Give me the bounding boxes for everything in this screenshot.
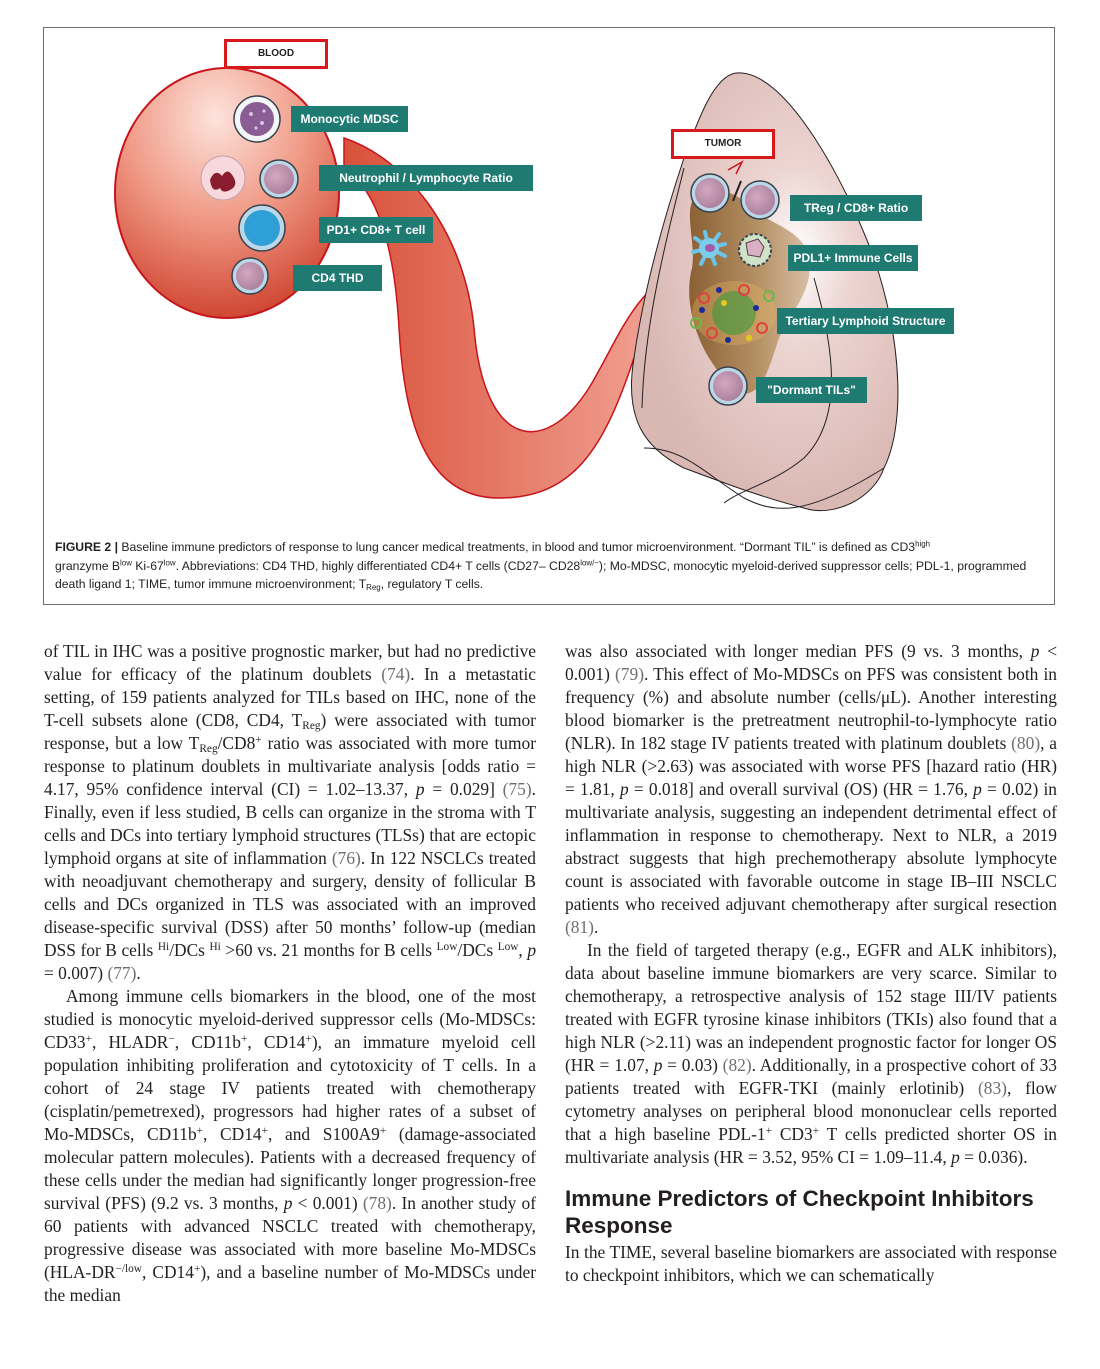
blood-label: BLOOD: [224, 39, 328, 69]
label-pdl1-immune: PDL1+ Immune Cells: [788, 245, 918, 271]
section-heading: Immune Predictors of Checkpoint Inhibitors Response: [565, 1186, 1034, 1238]
figure-illustration: [44, 28, 1054, 528]
caption-sup: high: [915, 539, 931, 549]
label-cd4-thd: CD4 THD: [293, 265, 382, 291]
citation-link[interactable]: (81): [565, 917, 594, 937]
paragraph: In the field of targeted therapy (e.g., EGFR and ALK inhibitors), data about baseline immune biomarkers are very scarce. Similar to chemotherapy, a retrospective analysis of 152 stage III/IV patients treated with EGFR tyrosine kinase inhibitors (TKIs) also found that a high NLR (>2.11) was an independent prognostic factor for longer OS (HR = 1.07, p = 0.03) (82). Additionally, in a prospective cohort of 33 patients treated with EGFR-TKI (mainly erlotinib) (83), flow cytometry analyses on peripheral blood mononuclear cells reported that a high baseline PDL-1+ CD3+ T cells predicted shorter OS in multivariate analysis (HR = 3.52, 95% CI = 1.09–11.4, p = 0.036).: [565, 940, 1057, 1167]
caption-sup: low/−: [580, 558, 599, 568]
cd8-cell-icon: [741, 181, 779, 219]
label-monocytic-mdsc: Monocytic MDSC: [291, 106, 408, 132]
treg-cell-icon: [691, 174, 729, 212]
paragraph: of TIL in IHC was a positive prognostic marker, but had no predictive value for efficacy of the platinum doublets (74). In a metastatic setting, of 159 patients analyzed for TILs based on IHC, none of the T-cell subsets alone (CD8, CD4, $T_{Reg}$) were associated with tumor response, but a low $T_{Reg}/CD8^+$ ratio was associated with more tumor response to platinum doublets in multivariate analysis [odds ratio = 4.17, 95% confidence interval (CI) = 1.02–13.37, p = 0.029] (75). Finally, even if less studied, B cells can organize in the stroma with T cells and DCs into tertiary lymphoid structures (TLSs) that are ectopic lymphoid organs at site of inflammation (76). In 122 NSCLCs treated with neoadjuvant chemotherapy and surgery, density of follicular B cells and DCs organized in TLS was associated with an improved disease-specific survival (DSS) after 50 months’ follow-up (median DSS for B cells $^{Hi}$/DCs $^{Hi}$ >60 vs. 21 months for B cells $^{Low}$/DCs $^{Low}$, p = 0.007) (77).: [44, 641, 537, 983]
caption-sup: low: [120, 558, 132, 568]
figure-caption: [55, 538, 1045, 594]
citation-link[interactable]: (79): [615, 664, 644, 684]
caption-text: ); Mo-MDSC, monocytic myeloid-derived suppressor cells; PDL-1, programmed death ligand 1; TIME, tumor immune microenvironment; T: [55, 558, 1027, 591]
caption-text: . Abbreviations: CD4 THD, highly differentiated CD4+ T cells (CD27– CD28: [175, 558, 581, 573]
caption-text: Ki-67: [131, 558, 164, 573]
paragraph: Among immune cells biomarkers in the blood, one of the most studied is monocytic myeloid-derived suppressor cells (Mo-MDSCs: CD33+, HLADR−, CD11b+, CD14+), an immature myeloid cell population inhibiting proliferation and cytotoxicity of T cells. In a cohort of 24 stage IV patients treated with chemotherapy (cisplatin/pemetrexed), progressors had higher rates of a subset of Mo-MDSCs, CD11b+, CD14+, and S100A9+ (damage-associated molecular pattern molecules). Patients with a decreased frequency of these cells under the median had significantly longer progression-free survival (PFS) (9.2 vs. 3 months, p < 0.001) (78). In another study of 60 patients with advanced NSCLC treated with chemotherapy, progressive disease was associated with more baseline Mo-MDSCs ($HLA-DR^{-/low}$, CD14+), and a baseline number of Mo-MDSCs under the median: [44, 986, 537, 1305]
citation-link[interactable]: (75): [502, 779, 532, 799]
neutrophil-cell-icon: [201, 156, 245, 200]
label-dormant-tils: "Dormant TILs": [756, 377, 867, 403]
figure-id: FIGURE 2 |: [55, 540, 119, 554]
right-column: [565, 640, 1057, 1287]
lymphocyte-cell-icon: [260, 160, 298, 198]
caption-sup: low: [163, 558, 176, 568]
left-column: [44, 640, 536, 1307]
caption-sub: Reg: [366, 582, 381, 592]
label-nlr: Neutrophil / Lymphocyte Ratio: [319, 165, 533, 191]
caption-text: Baseline immune predictors of response to lung cancer medical treatments, in blood and tumor microenvironment. “Dormant TIL” is defined as CD3: [118, 540, 916, 554]
caption-text: , regulatory T cells.: [380, 577, 484, 591]
citation-link[interactable]: (78): [362, 1193, 392, 1213]
label-tls: Tertiary Lymphoid Structure: [777, 308, 954, 334]
citation-link[interactable]: (83): [978, 1078, 1007, 1098]
caption-text: granzyme B: [55, 558, 121, 573]
label-pd1-cd8: PD1+ CD8+ T cell: [319, 217, 433, 243]
pdl1-immune-cell-icon: [739, 234, 771, 266]
citation-link[interactable]: (82): [722, 1055, 752, 1075]
cd4-thd-cell-icon: [232, 258, 268, 294]
pd1-cd8-t-cell-icon: [239, 205, 285, 251]
paragraph: was also associated with longer median PFS (9 vs. 3 months, p < 0.001) (79). This effect of Mo-MDSCs on PFS was consistent both in frequency (%) and absolute number (cells/μL). Another interesting blood biomarker is the pretreatment neutrophil-to-lymphocyte ratio (NLR). In 182 stage IV patients treated with platinum doublets (80), a high NLR (>2.63) was associated with worse PFS [hazard ratio (HR) = 1.81, p = 0.018] and overall survival (OS) (HR = 1.76, p = 0.02) in multivariate analysis, suggesting an independent detrimental effect of inflammation in response to chemotherapy. Next to NLR, a 2019 abstract suggests that high prechemotherapy absolute lymphocyte count is associated with favorable outcome in stage IB–III NSCLC patients who received adjuvant chemotherapy after surgical resection (81).: [565, 641, 1057, 937]
figure-2: [43, 27, 1055, 605]
label-treg-cd8: TReg / CD8+ Ratio: [790, 195, 922, 221]
dormant-til-cell-icon: [709, 367, 747, 405]
tumor-label: TUMOR: [671, 129, 775, 159]
citation-link[interactable]: (74): [381, 664, 411, 684]
citation-link[interactable]: (76): [331, 848, 361, 868]
paragraph: In the TIME, several baseline biomarkers are associated with response to checkpoint inhibitors, which we can schematically: [565, 1242, 1057, 1285]
monocytic-mdsc-cell-icon: [234, 96, 280, 142]
citation-link[interactable]: (80): [1011, 733, 1041, 753]
citation-link[interactable]: (77): [107, 963, 137, 983]
